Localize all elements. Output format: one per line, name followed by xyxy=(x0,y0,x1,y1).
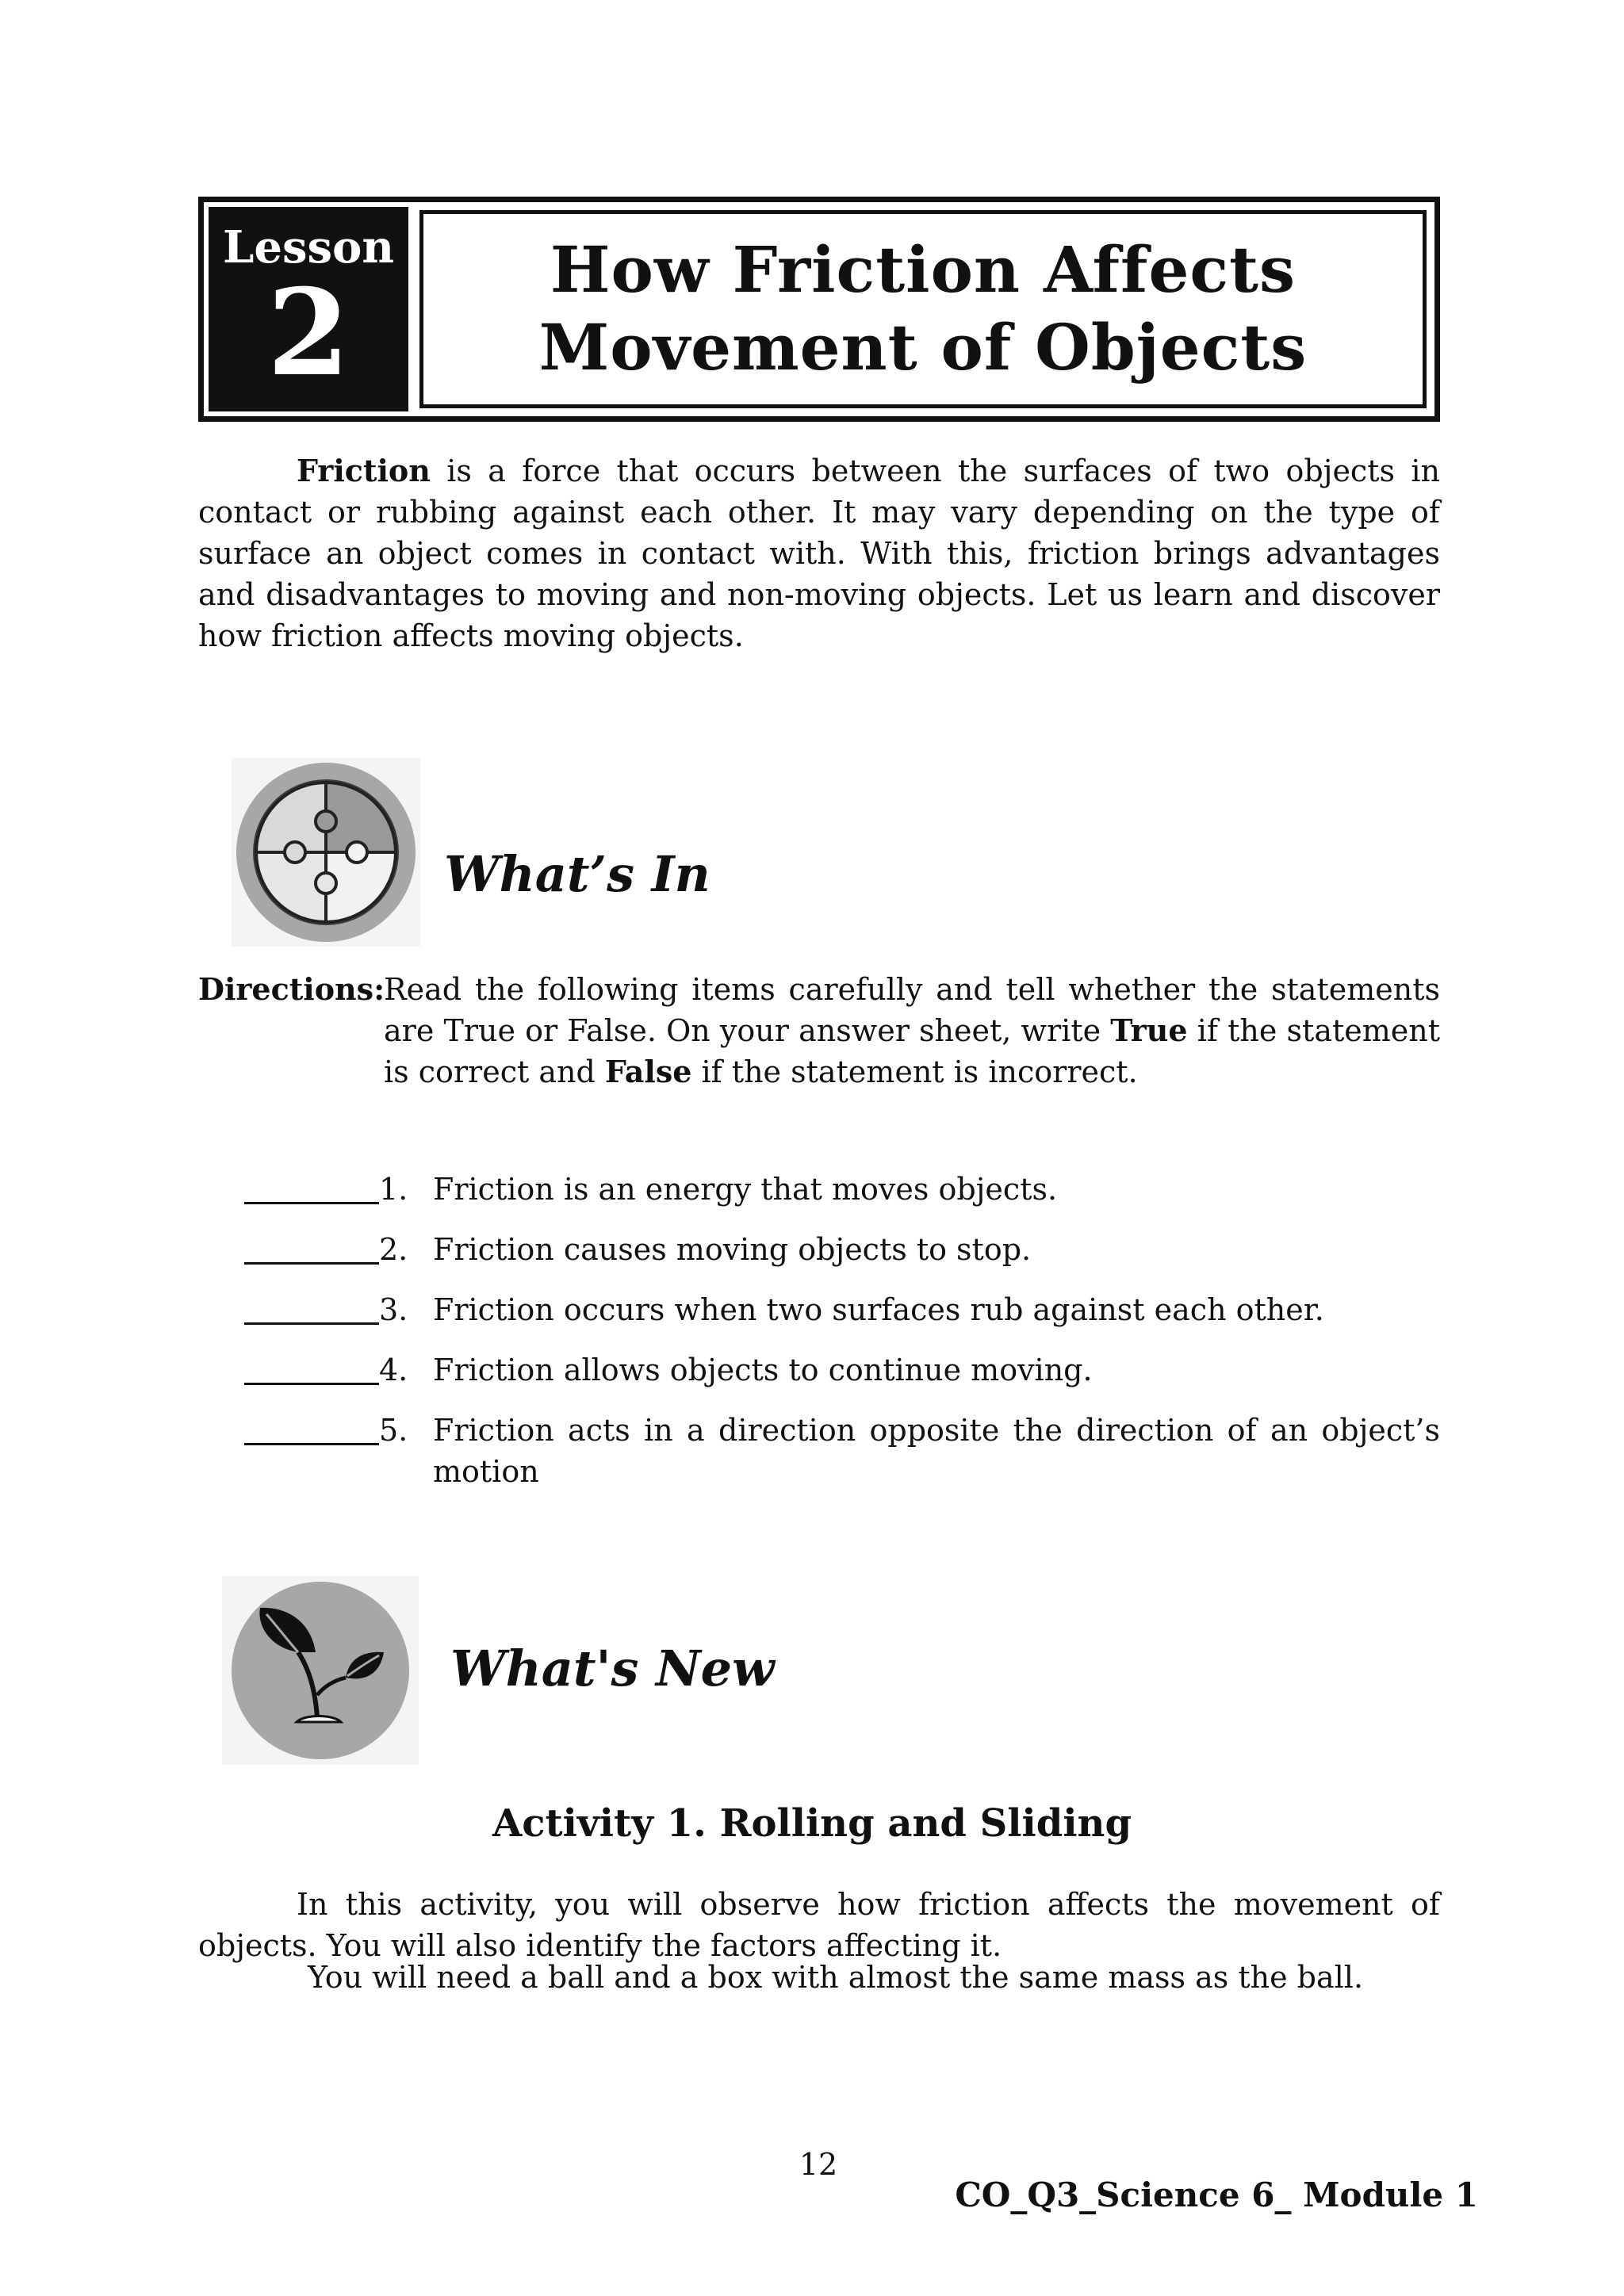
puzzle-icon xyxy=(232,758,420,947)
friction-term: Friction xyxy=(297,453,431,488)
lesson-title-box xyxy=(419,210,1427,408)
item-number: 5. xyxy=(379,1413,408,1448)
answer-blank[interactable] xyxy=(244,1410,379,1445)
page-number: 12 xyxy=(799,2147,838,2182)
answer-blank[interactable] xyxy=(244,1169,379,1204)
lesson-label: Lesson xyxy=(222,221,395,274)
item-number: 4. xyxy=(379,1353,408,1387)
directions-text xyxy=(384,969,1440,1093)
directions-label: Directions: xyxy=(198,971,385,1007)
intro-paragraph xyxy=(198,450,1440,656)
whats-new-title: What's New xyxy=(450,1640,775,1697)
activity-title: Activity 1. Rolling and Sliding xyxy=(492,1801,1132,1846)
lesson-number: 2 xyxy=(266,263,350,403)
answer-blank[interactable] xyxy=(244,1229,379,1265)
whats-in-title: What’s In xyxy=(444,845,710,903)
item-text: Friction is an energy that moves objects. xyxy=(433,1172,1058,1207)
intro-text: is a force that occurs between the surfaces of two objects in contact or rubbing against each other. It may vary depending on the type of surface an object comes in contact with. With this, friction brings advantages and disadvantages to moving and non-moving objects. Let us learn and discover how friction affects moving objects. xyxy=(198,453,1440,653)
sprout-icon xyxy=(222,1576,419,1765)
answer-blank[interactable] xyxy=(244,1289,379,1325)
item-text: Friction allows objects to continue moving. xyxy=(433,1353,1093,1387)
lesson-tag xyxy=(209,207,408,411)
item-text: Friction acts in a direction opposite the direction of an object’s motion xyxy=(433,1413,1440,1489)
directions-part3: if the statement is incorrect. xyxy=(691,1054,1138,1089)
item-number: 3. xyxy=(379,1292,408,1327)
lesson-title-line1: How Friction Affects xyxy=(550,232,1297,308)
module-code: CO_Q3_Science 6_ Module 1 xyxy=(955,2175,1478,2214)
directions-false: False xyxy=(604,1054,692,1089)
activity-paragraph-2: You will need a ball and a box with almost the same mass as the ball. xyxy=(308,1960,1364,1995)
directions-true: True xyxy=(1110,1012,1188,1048)
directions-part2: if the statement is correct and xyxy=(384,1013,1440,1089)
activity-paragraph-1: In this activity, you will observe how friction affects the movement of objects. You will also identify the factors affecting it. xyxy=(198,1887,1440,1963)
lesson-header xyxy=(198,197,1440,422)
item-text: Friction occurs when two surfaces rub against each other. xyxy=(433,1292,1324,1327)
lesson-title-line2: Movement of Objects xyxy=(538,310,1308,385)
item-number: 1. xyxy=(379,1172,408,1207)
answer-blank[interactable] xyxy=(244,1349,379,1385)
item-number: 2. xyxy=(379,1232,408,1267)
lesson-title xyxy=(539,232,1308,386)
directions-part1: Read the following items carefully and tell whether the statements are True or False. On your answer sheet, write xyxy=(384,972,1440,1048)
item-text: Friction causes moving objects to stop. xyxy=(433,1232,1032,1267)
